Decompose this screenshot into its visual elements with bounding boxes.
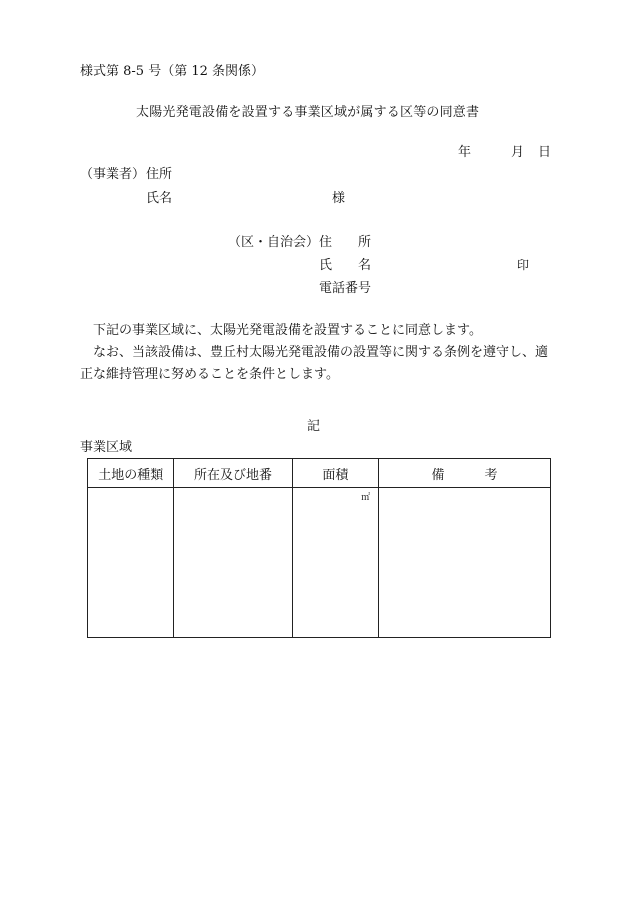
date-line bbox=[458, 145, 551, 161]
cell-area bbox=[292, 488, 378, 638]
document-title: 太陽光発電設備を設置する事業区域が属する区等の同意書 bbox=[136, 105, 480, 120]
business-area-table bbox=[87, 458, 551, 638]
date-day: 日 bbox=[538, 145, 552, 160]
cell-land-type bbox=[88, 488, 174, 638]
operator-honorific: 様 bbox=[332, 191, 346, 206]
header-land-type: 土地の種類 bbox=[88, 459, 174, 488]
area-unit: ㎡ bbox=[361, 493, 371, 503]
consent-statement bbox=[80, 320, 550, 386]
association-label: （区・自治会） bbox=[228, 235, 320, 250]
cell-remarks bbox=[379, 488, 551, 638]
form-number: 様式第 8-5 号（第 12 条関係） bbox=[80, 64, 265, 79]
operator-label: （事業者） bbox=[80, 167, 146, 182]
table-row bbox=[88, 488, 551, 638]
seal-mark: 印 bbox=[516, 258, 529, 272]
header-location: 所在及び地番 bbox=[174, 459, 292, 488]
association-address-label: 住 所 bbox=[319, 235, 372, 250]
association-name-label: 氏 名 bbox=[319, 258, 372, 273]
table-header-row bbox=[88, 459, 551, 488]
business-area-label: 事業区域 bbox=[80, 440, 133, 455]
operator-name-label: 氏名 bbox=[146, 191, 173, 206]
date-month: 月 bbox=[511, 145, 525, 160]
association-phone-label: 電話番号 bbox=[319, 281, 372, 296]
header-remarks bbox=[379, 459, 551, 488]
operator-address-label: 住所 bbox=[146, 167, 173, 182]
header-area: 面積 bbox=[292, 459, 378, 488]
consent-paragraph-2: なお、当該設備は、豊丘村太陽光発電設備の設置等に関する条例を遵守し、適正な維持管理に努めることを条件とします。 bbox=[80, 345, 549, 382]
ki-heading: 記 bbox=[307, 419, 321, 434]
cell-location bbox=[174, 488, 292, 638]
date-year: 年 bbox=[458, 145, 472, 160]
consent-paragraph-1: 下記の事業区域に、太陽光発電設備を設置することに同意します。 bbox=[93, 323, 482, 338]
header-remarks-text: 備考 bbox=[431, 467, 538, 483]
